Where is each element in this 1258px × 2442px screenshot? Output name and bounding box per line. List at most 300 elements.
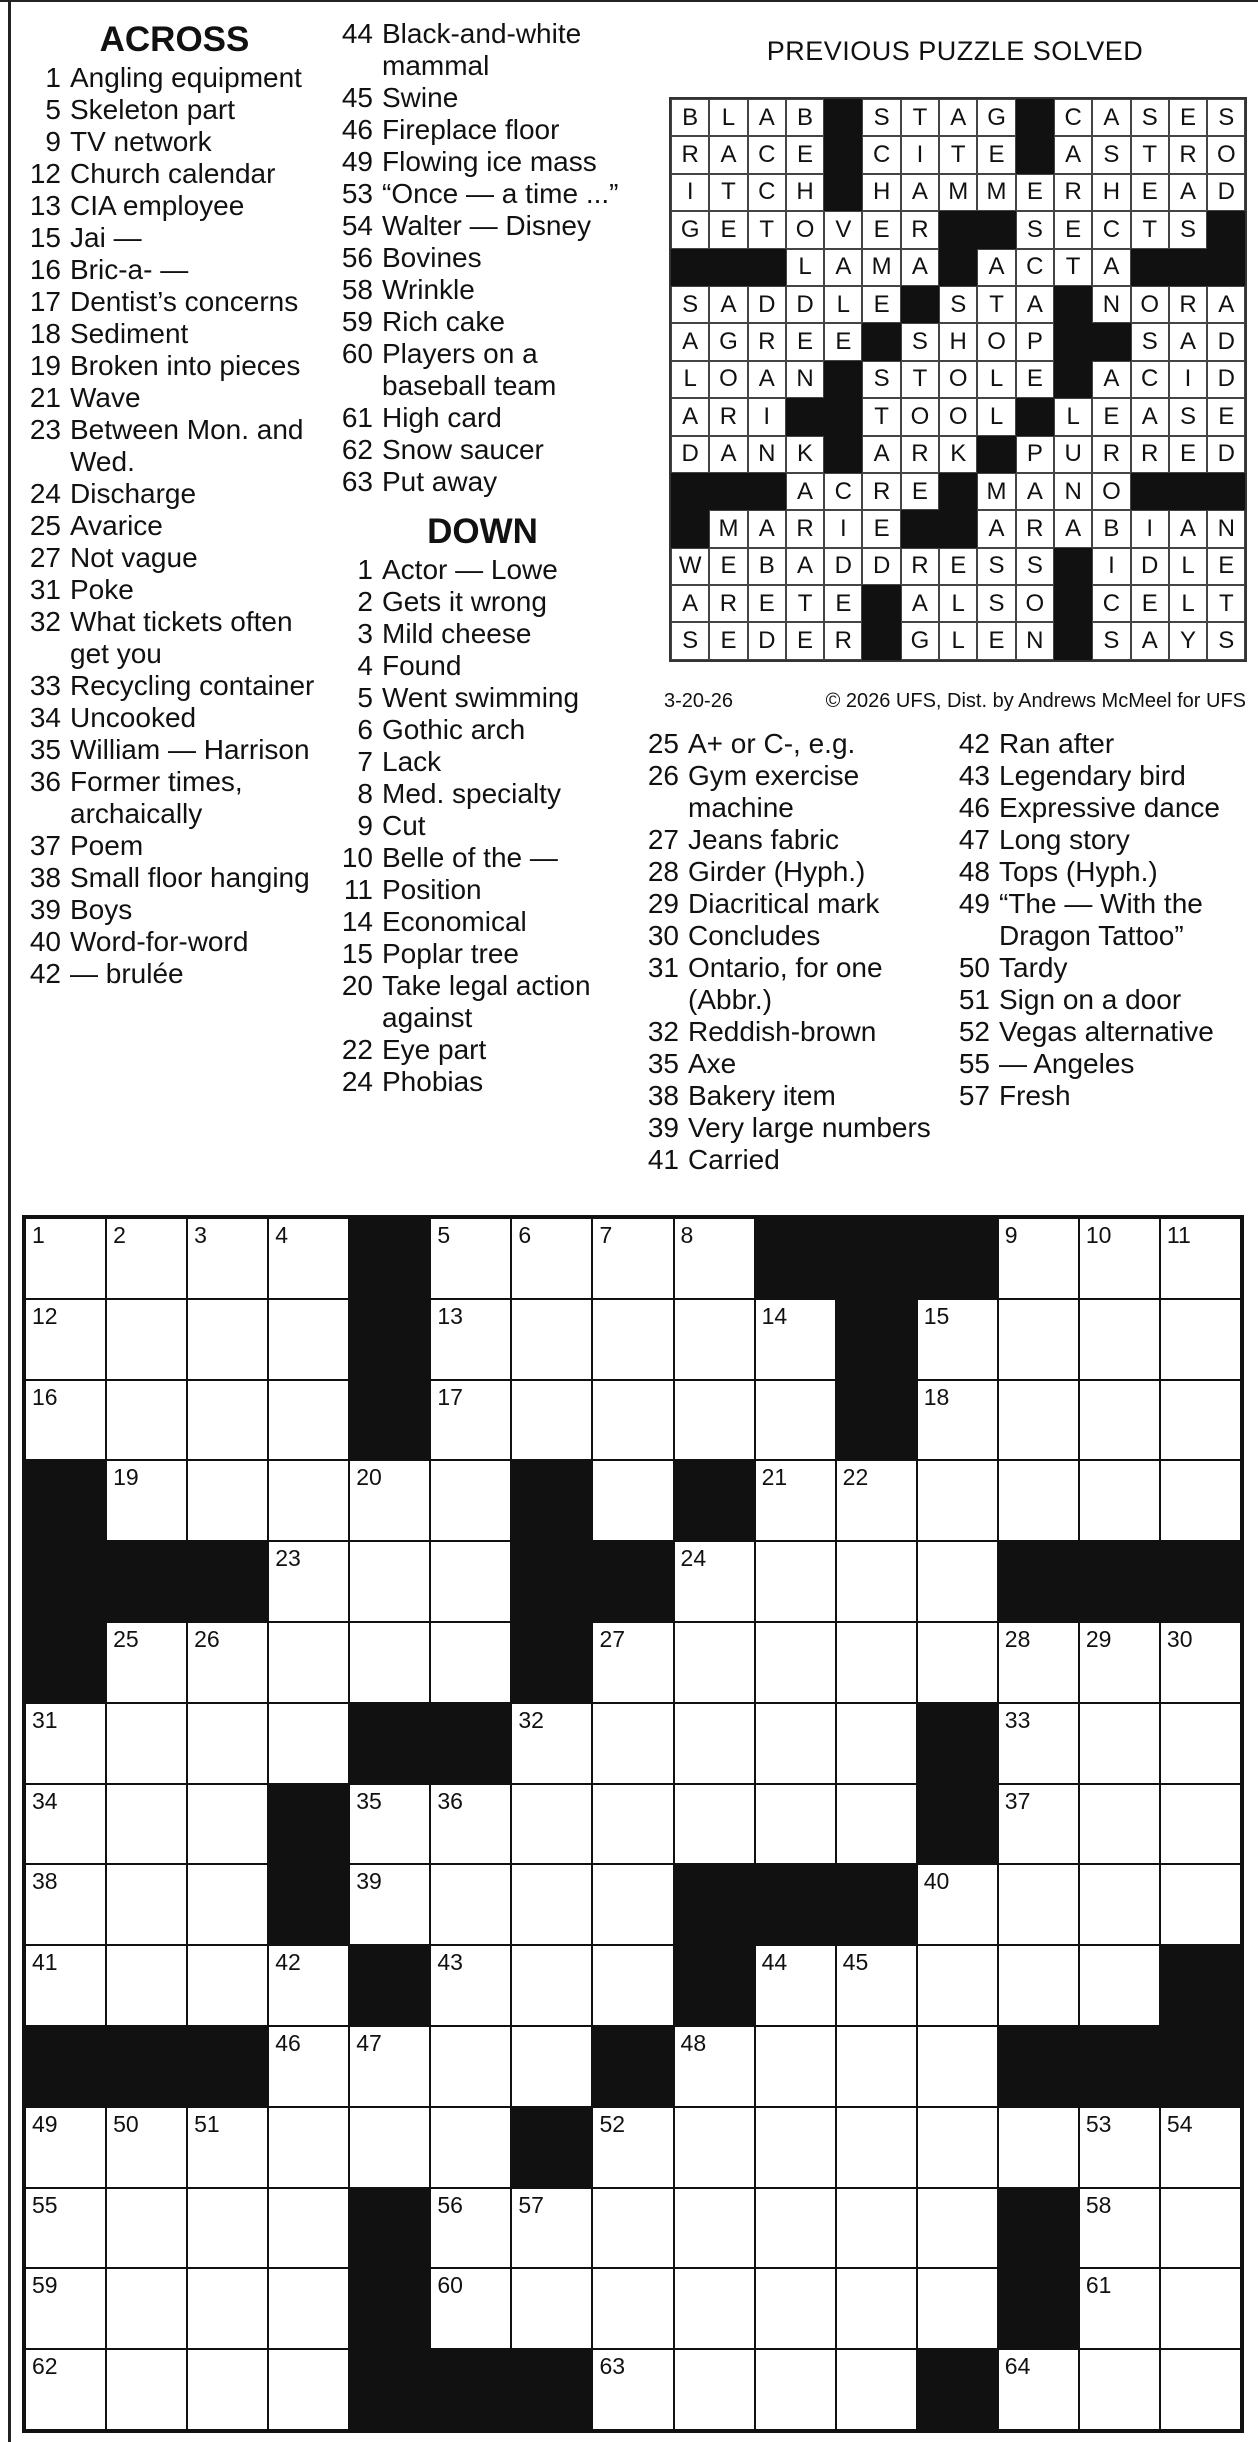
grid-cell[interactable] [1079,2188,1160,2269]
grid-cell[interactable] [187,1703,268,1784]
cell-number: 40 [923,1868,950,1895]
grid-cell[interactable] [1079,1299,1160,1380]
cell-number: 23 [275,1545,301,1572]
grid-cell[interactable] [674,1299,755,1380]
grid-cell[interactable] [511,1945,592,2026]
grid-cell[interactable] [268,2188,349,2269]
grid-cell[interactable] [917,1945,998,2026]
clue-item [22,158,327,190]
grid-cell[interactable] [917,1380,998,1461]
grid-cell[interactable] [674,1703,755,1784]
cell-number: 46 [275,2030,301,2056]
clue-text: Dentist’s concerns [70,286,299,317]
grid-cell[interactable] [1079,1703,1160,1784]
grid-cell[interactable] [836,2188,917,2269]
grid-cell[interactable] [25,1864,106,1945]
grid-cell[interactable] [187,1622,268,1703]
clue-item [22,510,327,542]
grid-cell[interactable] [349,1460,430,1541]
grid-cell[interactable] [268,1299,349,1380]
solution-cell: S [977,548,1015,585]
grid-cell[interactable] [430,2268,511,2349]
grid-cell[interactable] [674,2349,755,2430]
grid-block [430,2349,511,2430]
grid-cell[interactable] [268,1703,349,1784]
grid-cell[interactable] [106,2188,187,2269]
solution-cell: T [1131,211,1169,248]
grid-cell[interactable] [1160,2268,1241,2349]
grid-cell[interactable] [187,1380,268,1461]
grid-cell[interactable] [998,2349,1079,2430]
grid-block [349,1945,430,2026]
grid-cell[interactable] [1079,2349,1160,2430]
solution-cell: N [1054,473,1092,510]
grid-cell[interactable] [674,2268,755,2349]
grid-cell[interactable] [1079,1380,1160,1461]
grid-cell[interactable] [674,1541,755,1622]
grid-cell[interactable] [430,2026,511,2107]
grid-cell[interactable] [592,2268,673,2349]
clue-item [646,1048,951,1080]
solution-cell: I [671,174,709,211]
solution-block [1016,398,1054,435]
grid-cell[interactable] [106,1299,187,1380]
grid-cell[interactable] [836,1784,917,1865]
solution-cell: O [786,211,824,248]
grid-cell[interactable] [511,2188,592,2269]
solution-cell: T [1054,249,1092,286]
grid-cell[interactable] [268,1541,349,1622]
clue-item [22,606,327,670]
solution-cell: M [977,473,1015,510]
grid-cell[interactable] [106,1945,187,2026]
grid-cell[interactable] [755,1299,836,1380]
grid-cell[interactable] [998,1218,1079,1299]
clue-number: 57 [958,1080,990,1111]
grid-block [430,1703,511,1784]
cell-number: 1 [32,1222,45,1248]
grid-cell[interactable] [187,1864,268,1945]
clue-number: 55 [958,1048,990,1079]
grid-cell[interactable] [25,1218,106,1299]
grid-cell[interactable] [1160,2107,1241,2188]
grid-cell[interactable] [106,1784,187,1865]
grid-cell[interactable] [511,1703,592,1784]
grid-cell[interactable] [1079,1784,1160,1865]
grid-cell[interactable] [268,1622,349,1703]
grid-cell[interactable] [106,2349,187,2430]
grid-cell[interactable] [430,1299,511,1380]
grid-cell[interactable] [674,2188,755,2269]
grid-cell[interactable] [268,2026,349,2107]
grid-cell[interactable] [430,1864,511,1945]
grid-cell[interactable] [1160,1460,1241,1541]
clue-number: 45 [341,82,373,113]
grid-cell[interactable] [674,2026,755,2107]
grid-block [755,1864,836,1945]
grid-cell[interactable] [592,1703,673,1784]
clue-item [340,650,625,682]
grid-cell[interactable] [106,1460,187,1541]
grid-cell[interactable] [349,2107,430,2188]
solution-cell: Y [1169,622,1207,659]
grid-cell[interactable] [755,1460,836,1541]
grid-block [187,1541,268,1622]
grid-cell[interactable] [1160,1218,1241,1299]
grid-cell[interactable] [430,1622,511,1703]
clue-item [340,1034,625,1066]
grid-block [917,1703,998,1784]
grid-cell[interactable] [430,2107,511,2188]
grid-block [592,1541,673,1622]
solution-cell: S [1169,211,1207,248]
grid-cell[interactable] [592,2349,673,2430]
grid-cell[interactable] [1079,1945,1160,2026]
grid-cell[interactable] [998,1703,1079,1784]
grid-cell[interactable] [25,1945,106,2026]
grid-cell[interactable] [755,2188,836,2269]
solution-cell: A [862,436,900,473]
grid-cell[interactable] [917,1460,998,1541]
clue-item [22,830,327,862]
grid-cell[interactable] [998,1945,1079,2026]
grid-cell[interactable] [592,1380,673,1461]
solution-cell: L [824,286,862,323]
grid-cell[interactable] [836,1460,917,1541]
cell-number: 18 [923,1383,950,1410]
grid-cell[interactable] [1160,1864,1241,1945]
grid-cell[interactable] [755,1541,836,1622]
grid-cell[interactable] [755,2107,836,2188]
solution-cell: L [1054,398,1092,435]
clue-number: 60 [341,338,373,369]
grid-cell[interactable] [25,2107,106,2188]
grid-cell[interactable] [187,2188,268,2269]
grid-cell[interactable] [511,1784,592,1865]
grid-block [998,1541,1079,1622]
grid-cell[interactable] [1160,1784,1241,1865]
clue-item [22,350,327,382]
solution-cell: S [1092,136,1130,173]
solution-cell: C [748,136,786,173]
grid-cell[interactable] [836,1945,917,2026]
grid-cell[interactable] [430,1218,511,1299]
grid-cell[interactable] [998,2107,1079,2188]
cell-number: 63 [599,2353,626,2380]
grid-cell[interactable] [674,1622,755,1703]
grid-cell[interactable] [755,1703,836,1784]
grid-cell[interactable] [917,1541,998,1622]
solution-cell: C [1092,211,1130,248]
grid-cell[interactable] [1079,1460,1160,1541]
grid-cell[interactable] [430,1460,511,1541]
solution-cell: I [1092,548,1130,585]
grid-cell[interactable] [592,1784,673,1865]
solution-cell: T [901,361,939,398]
grid-cell[interactable] [268,2107,349,2188]
grid-cell[interactable] [25,1380,106,1461]
solution-cell: A [1131,622,1169,659]
grid-cell[interactable] [511,1380,592,1461]
grid-cell[interactable] [917,2107,998,2188]
grid-cell[interactable] [511,2026,592,2107]
cell-number: 34 [32,1787,58,1814]
grid-cell[interactable] [106,2268,187,2349]
grid-cell[interactable] [25,2349,106,2430]
grid-cell[interactable] [106,1622,187,1703]
grid-cell[interactable] [755,1945,836,2026]
solution-cell: I [824,510,862,547]
grid-cell[interactable] [1079,1218,1160,1299]
solution-block [977,436,1015,473]
clue-number: 35 [647,1048,679,1079]
clue-number: 58 [341,274,373,305]
clue-number: 46 [341,114,373,145]
clue-item [22,318,327,350]
solution-cell: A [709,136,747,173]
grid-cell[interactable] [836,2349,917,2430]
grid-cell[interactable] [836,2107,917,2188]
cell-number: 49 [32,2110,58,2137]
solution-cell: E [977,136,1015,173]
grid-cell[interactable] [187,1218,268,1299]
clue-text: Gothic arch [382,714,526,745]
grid-cell[interactable] [755,2349,836,2430]
clue-item [22,670,327,702]
grid-cell[interactable] [187,2268,268,2349]
grid-cell[interactable] [511,2268,592,2349]
cell-number: 59 [32,2272,58,2299]
grid-cell[interactable] [836,1622,917,1703]
grid-cell[interactable] [268,1945,349,2026]
solution-cell: E [1131,174,1169,211]
grid-cell[interactable] [349,1622,430,1703]
grid-cell[interactable] [674,1218,755,1299]
solution-cell: E [1131,585,1169,622]
clue-text: Went swimming [382,682,580,713]
grid-cell[interactable] [430,1784,511,1865]
clue-number: 15 [29,222,61,253]
grid-cell[interactable] [836,2026,917,2107]
clue-text: Discharge [70,478,197,509]
grid-cell[interactable] [917,2268,998,2349]
across-heading: ACROSS [99,20,250,59]
cell-number: 20 [356,1464,382,1491]
grid-cell[interactable] [592,2107,673,2188]
puzzle-date: 3-20-26 [664,690,733,712]
clue-item [340,434,625,466]
grid-cell[interactable] [511,1218,592,1299]
grid-cell[interactable] [25,2268,106,2349]
grid-block [25,1622,106,1703]
grid-cell[interactable] [25,1299,106,1380]
grid-cell[interactable] [187,1460,268,1541]
grid-cell[interactable] [917,1864,998,1945]
grid-cell[interactable] [592,1460,673,1541]
clue-text: Rich cake [382,306,505,337]
cell-number: 21 [761,1464,788,1491]
grid-cell[interactable] [511,1299,592,1380]
grid-cell[interactable] [187,2349,268,2430]
grid-cell[interactable] [349,2026,430,2107]
cell-number: 30 [1166,1626,1193,1652]
cell-number: 51 [194,2110,220,2137]
grid-cell[interactable] [187,1784,268,1865]
grid-cell[interactable] [592,1864,673,1945]
grid-cell[interactable] [1160,1622,1241,1703]
solution-block [786,398,824,435]
grid-cell[interactable] [1079,1864,1160,1945]
clue-list-column-4 [957,728,1252,1112]
grid-cell[interactable] [106,1703,187,1784]
clue-number: 34 [29,702,61,733]
cell-number: 35 [356,1787,382,1814]
grid-cell[interactable] [349,1784,430,1865]
grid-cell[interactable] [592,2188,673,2269]
clue-item [340,682,625,714]
clue-number: 42 [29,958,61,989]
clue-text: Sign on a door [999,984,1182,1015]
grid-cell[interactable] [674,1784,755,1865]
grid-cell[interactable] [917,1299,998,1380]
solution-cell: S [862,361,900,398]
grid-cell[interactable] [674,1380,755,1461]
clue-item [646,824,951,856]
grid-cell[interactable] [268,1460,349,1541]
clue-number: 39 [647,1112,679,1143]
clue-text: Black-and-white mammal [382,18,582,81]
grid-cell[interactable] [106,1864,187,1945]
clue-item [646,856,951,888]
solution-cell: A [1092,249,1130,286]
solution-cell: S [901,323,939,360]
grid-cell[interactable] [1079,2268,1160,2349]
solution-cell: R [1169,136,1207,173]
grid-cell[interactable] [268,1218,349,1299]
clue-text: High card [382,402,502,433]
grid-cell[interactable] [1160,2349,1241,2430]
grid-cell[interactable] [1079,2107,1160,2188]
solution-block [901,286,939,323]
grid-cell[interactable] [592,1218,673,1299]
grid-cell[interactable] [755,1784,836,1865]
grid-cell[interactable] [917,2026,998,2107]
grid-cell[interactable] [430,1380,511,1461]
clue-text: Players on a baseball team [382,338,557,401]
grid-block [25,2026,106,2107]
solution-block [862,323,900,360]
grid-cell[interactable] [1160,2188,1241,2269]
grid-cell[interactable] [25,2188,106,2269]
cell-number: 44 [761,1949,788,1976]
grid-cell[interactable] [349,1541,430,1622]
clue-text: Angling equipment [70,62,302,93]
grid-cell[interactable] [187,1299,268,1380]
clue-item [340,114,625,146]
solution-cell: E [786,323,824,360]
grid-cell[interactable] [1160,1703,1241,1784]
grid-cell[interactable] [430,1541,511,1622]
cell-number: 12 [32,1302,58,1329]
cell-number: 10 [1085,1222,1112,1248]
cell-number: 32 [518,1706,544,1733]
grid-cell[interactable] [25,1784,106,1865]
grid-cell[interactable] [836,2268,917,2349]
grid-cell[interactable] [106,1380,187,1461]
grid-cell[interactable] [592,1945,673,2026]
grid-cell[interactable] [674,2107,755,2188]
grid-cell[interactable] [1160,1299,1241,1380]
solution-block [709,473,747,510]
grid-cell[interactable] [592,1299,673,1380]
cell-number: 15 [923,1302,950,1329]
solution-cell: O [1131,286,1169,323]
grid-cell[interactable] [998,1380,1079,1461]
clue-text: Skeleton part [70,94,235,125]
grid-cell[interactable] [349,1864,430,1945]
grid-cell[interactable] [1160,1380,1241,1461]
grid-cell[interactable] [755,2026,836,2107]
grid-cell[interactable] [755,1380,836,1461]
clue-item [22,958,327,990]
grid-cell[interactable] [187,1945,268,2026]
grid-cell[interactable] [755,2268,836,2349]
solution-cell: S [671,286,709,323]
grid-cell[interactable] [998,1864,1079,1945]
grid-block [998,2268,1079,2349]
clue-number: 25 [647,728,679,759]
solution-cell: R [824,622,862,659]
grid-cell[interactable] [268,2268,349,2349]
clue-item [340,210,625,242]
grid-cell[interactable] [430,2188,511,2269]
solution-cell: B [1092,510,1130,547]
grid-cell[interactable] [998,1784,1079,1865]
grid-cell[interactable] [836,1541,917,1622]
grid-cell[interactable] [430,1945,511,2026]
grid-cell[interactable] [917,1622,998,1703]
clue-number: 32 [647,1016,679,1047]
grid-cell[interactable] [268,1380,349,1461]
grid-cell[interactable] [836,1703,917,1784]
grid-cell[interactable] [917,2188,998,2269]
solution-block [1054,622,1092,659]
grid-cell[interactable] [592,1622,673,1703]
grid-cell[interactable] [268,2349,349,2430]
grid-cell[interactable] [25,1703,106,1784]
grid-cell[interactable] [998,1299,1079,1380]
clue-number: 1 [357,554,373,585]
clue-item [957,1048,1252,1080]
grid-cell[interactable] [511,1864,592,1945]
grid-cell[interactable] [998,1460,1079,1541]
solution-block [939,473,977,510]
grid-cell[interactable] [187,2107,268,2188]
solution-cell: C [1092,585,1130,622]
solution-block [1016,136,1054,173]
solution-cell: L [939,585,977,622]
clue-text: Tardy [999,952,1068,983]
clue-number: 20 [341,970,373,1001]
grid-cell[interactable] [106,1218,187,1299]
clue-item [957,1080,1252,1112]
grid-cell[interactable] [998,1622,1079,1703]
grid-cell[interactable] [1079,1622,1160,1703]
grid-cell[interactable] [755,1622,836,1703]
grid-cell[interactable] [106,2107,187,2188]
clue-text: A+ or C-, e.g. [688,728,856,759]
solution-cell: A [939,99,977,136]
